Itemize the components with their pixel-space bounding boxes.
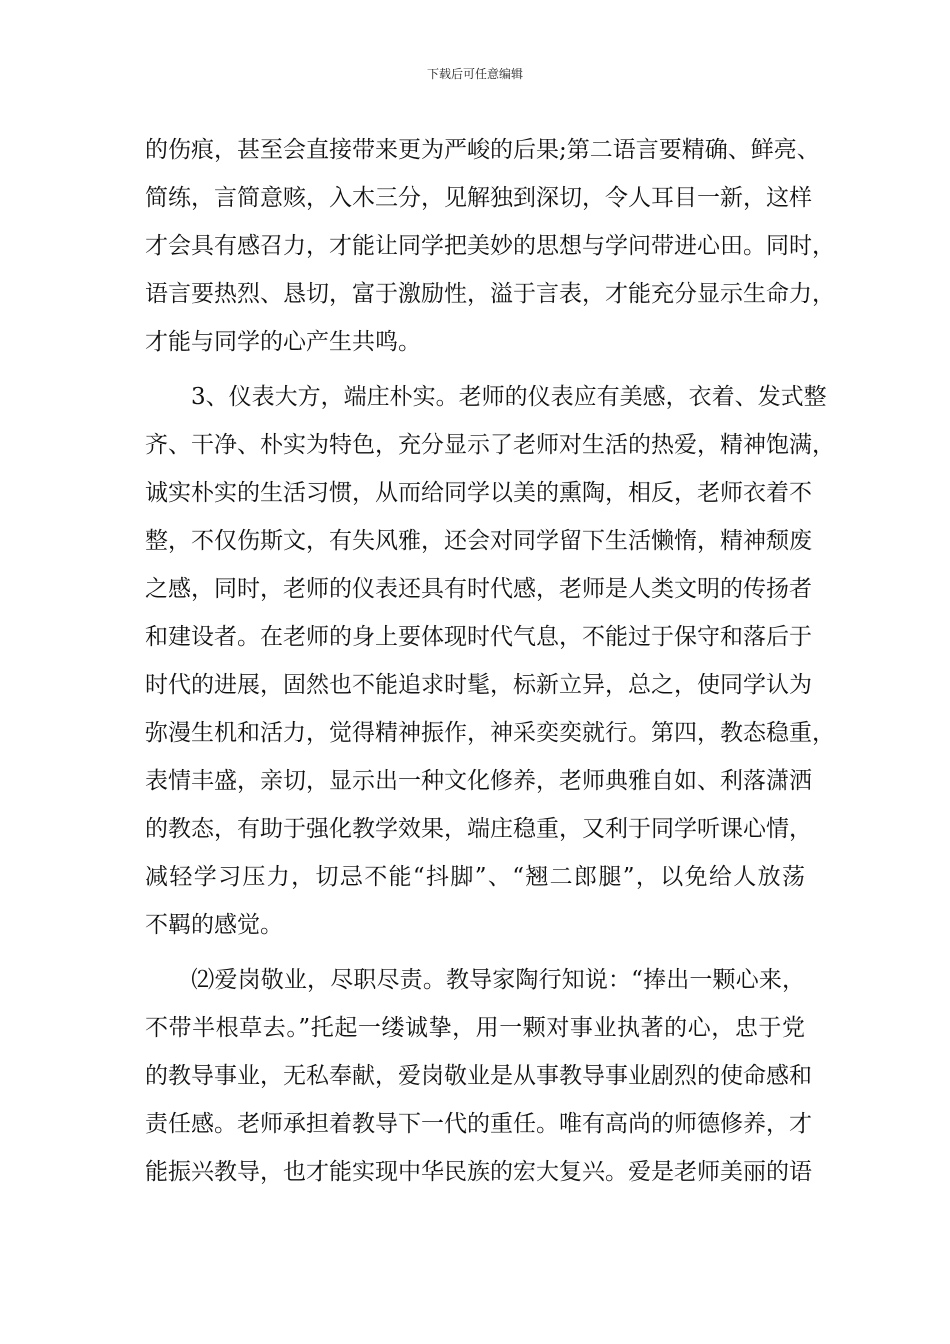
text-line: ⑵爱岗敬业，尽职尽责。教导家陶行知说：“捧出一颗心来，: [145, 967, 805, 993]
text-line: 的伤痕，甚至会直接带来更为严峻的后果;第二语言要精确、鲜亮、: [145, 137, 820, 163]
document-body: [145, 126, 835, 1196]
paragraph-2: [145, 373, 835, 949]
paragraph-3: [145, 956, 812, 1196]
text-line: 减轻学习压力，切忌不能“抖脚”、“翘二郎腿”，以免给人放荡: [145, 864, 805, 890]
text-line: 的教态，有助于强化教学效果，端庄稳重，又利于同学听课心情，: [145, 816, 812, 842]
text-line: 才能与同学的心产生共鸣。: [145, 329, 421, 355]
page-header-note: 下载后可任意编辑: [426, 67, 523, 81]
text-line: 和建设者。在老师的身上要体现时代气息，不能过于保守和落后于: [145, 624, 812, 650]
text-line: 不带半根草去。”托起一缕诚挚，用一颗对事业执著的心，忠于党: [145, 1015, 805, 1041]
text-line: 能振兴教导，也才能实现中华民族的宏大复兴。爱是老师美丽的语: [145, 1159, 812, 1185]
paragraph-gap: [145, 949, 805, 956]
text-line: 齐、干净、朴实为特色，充分显示了老师对生活的热爱，精神饱满，: [145, 432, 835, 458]
text-line: 3、仪表大方，端庄朴实。老师的仪表应有美感，衣着、发式整: [145, 384, 827, 410]
text-line: 的教导事业，无私奉献，爱岗敬业是从事教导事业剧烈的使命感和: [145, 1063, 812, 1089]
text-line: 诚实朴实的生活习惯，从而给同学以美的熏陶，相反，老师衣着不: [145, 480, 812, 506]
text-line: 表情丰盛，亲切，显示出一种文化修养，老师典雅自如、利落潇洒: [145, 768, 812, 794]
text-line: 语言要热烈、恳切，富于激励性，溢于言表，才能充分显示生命力，: [145, 281, 835, 307]
text-line: 才会具有感召力，才能让同学把美妙的思想与学问带进心田。同时，: [145, 233, 835, 259]
paragraph-1: [145, 126, 835, 366]
text-line: 简练，言简意赅，入木三分，见解独到深切，令人耳目一新，这样: [145, 185, 812, 211]
text-line: 不羁的感觉。: [145, 912, 283, 938]
text-line: 时代的进展，固然也不能追求时髦，标新立异，总之，使同学认为: [145, 672, 812, 698]
paragraph-gap: [145, 366, 805, 373]
text-line: 弥漫生机和活力，觉得精神振作，神采奕奕就行。第四，教态稳重，: [145, 720, 835, 746]
text-line: 之感，同时，老师的仪表还具有时代感，老师是人类文明的传扬者: [145, 576, 812, 602]
text-line: 整，不仅伤斯文，有失风雅，还会对同学留下生活懒惰，精神颓废: [145, 528, 812, 554]
text-line: 责任感。老师承担着教导下一代的重任。唯有高尚的师德修养，才: [145, 1111, 812, 1137]
